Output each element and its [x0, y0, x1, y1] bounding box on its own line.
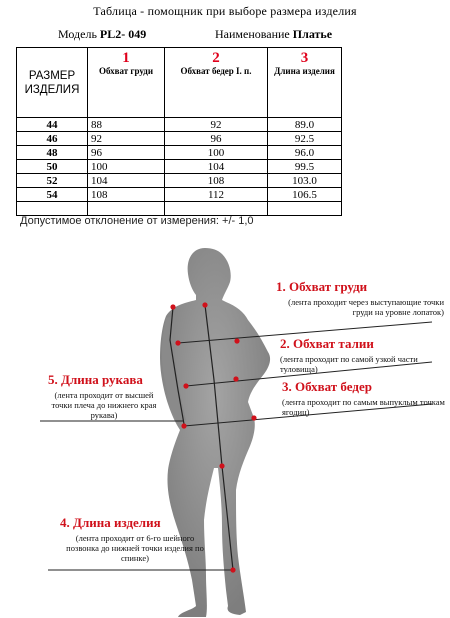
point: [233, 376, 238, 381]
column-number: 1: [122, 50, 130, 66]
model-label: Модель: [58, 27, 97, 41]
length-title: 4. Длина изделия: [60, 515, 161, 530]
point: [234, 338, 239, 343]
hips-label: [282, 379, 446, 417]
name-line: [215, 27, 332, 42]
model-line: [58, 27, 146, 42]
size-cell: 50: [17, 160, 88, 174]
sleeve-title: 5. Длина рукава: [48, 372, 143, 387]
chest-cell: 108: [88, 188, 165, 202]
point: [175, 340, 180, 345]
table-row: [17, 160, 342, 174]
size-cell: 46: [17, 132, 88, 146]
hips-cell: 112: [165, 188, 268, 202]
column-label: Длина изделия: [274, 66, 335, 76]
name-label: Наименование: [215, 27, 290, 41]
hips-title: 3. Обхват бедер: [282, 379, 372, 394]
size-cell: [17, 202, 88, 216]
size-cell: 44: [17, 118, 88, 132]
hips-desc: (лента проходит по самым выпуклым точкам ягодиц): [282, 397, 445, 417]
chest-cell: 92: [88, 132, 165, 146]
hips-cell: 100: [165, 146, 268, 160]
size-table-header: [17, 48, 342, 118]
chest-title: 1. Обхват груди: [276, 279, 368, 294]
tolerance-note: Допустимое отклонение от измерения: +/- 1,0: [20, 215, 254, 227]
page-title: Таблица - помощник при выборе размера изделия: [93, 4, 357, 18]
size-cell: 54: [17, 188, 88, 202]
hips-cell: 104: [165, 160, 268, 174]
table-row: [17, 146, 342, 160]
point: [170, 304, 175, 309]
name-value: Платье: [292, 27, 333, 41]
size-table: [16, 47, 342, 216]
size-cell: 48: [17, 146, 88, 160]
model-value: PL2- 049: [99, 27, 147, 41]
chest-cell: 104: [88, 174, 165, 188]
waist-desc: (лента проходит по самой узкой части туловища): [280, 354, 418, 374]
length-desc: (лента проходит от 6-го шейного позвонка до нижней точки изделия по спинке): [66, 533, 204, 563]
sleeve-desc: (лента проходит от высшей точки плеча до нижнего края рукава): [51, 390, 157, 420]
length-cell: 99.5: [268, 160, 342, 174]
chest-cell: 88: [88, 118, 165, 132]
chest-desc: (лента проходит через выступающие точки груди на уровне лопаток): [288, 297, 444, 317]
length-cell: 106.5: [268, 188, 342, 202]
hips-cell: 108: [165, 174, 268, 188]
table-row: [17, 188, 342, 202]
length-cell: 103.0: [268, 174, 342, 188]
sleeve-label: [48, 372, 160, 420]
hips-cell: [165, 202, 268, 216]
length-column-header: [268, 48, 342, 118]
size-column-header: РАЗМЕР ИЗДЕЛИЯ: [17, 48, 88, 118]
column-number: 3: [300, 50, 309, 66]
column-number: 2: [212, 50, 220, 66]
table-row: [17, 174, 342, 188]
chest-cell: 96: [88, 146, 165, 160]
point: [230, 567, 235, 572]
hips-cell: 92: [165, 118, 268, 132]
length-cell: 92.5: [268, 132, 342, 146]
chest-cell: 100: [88, 160, 165, 174]
length-cell: 96.0: [268, 146, 342, 160]
table-row: [17, 202, 342, 216]
column-label: Обхват груди: [98, 66, 154, 76]
hips-column-header: [165, 48, 268, 118]
table-row: [17, 118, 342, 132]
size-cell: 52: [17, 174, 88, 188]
point: [183, 383, 188, 388]
point: [202, 302, 207, 307]
point: [181, 423, 186, 428]
table-row: [17, 132, 342, 146]
length-label: [60, 515, 210, 563]
point: [251, 415, 256, 420]
chest-column-header: [88, 48, 165, 118]
waist-title: 2. Обхват талии: [280, 336, 374, 351]
waist-label: [280, 336, 440, 374]
column-label: Обхват бедер I. п.: [180, 66, 252, 76]
hips-cell: 96: [165, 132, 268, 146]
length-cell: 89.0: [268, 118, 342, 132]
point: [219, 463, 224, 468]
chest-label: [276, 279, 444, 317]
length-cell: [268, 202, 342, 216]
chest-cell: [88, 202, 165, 216]
